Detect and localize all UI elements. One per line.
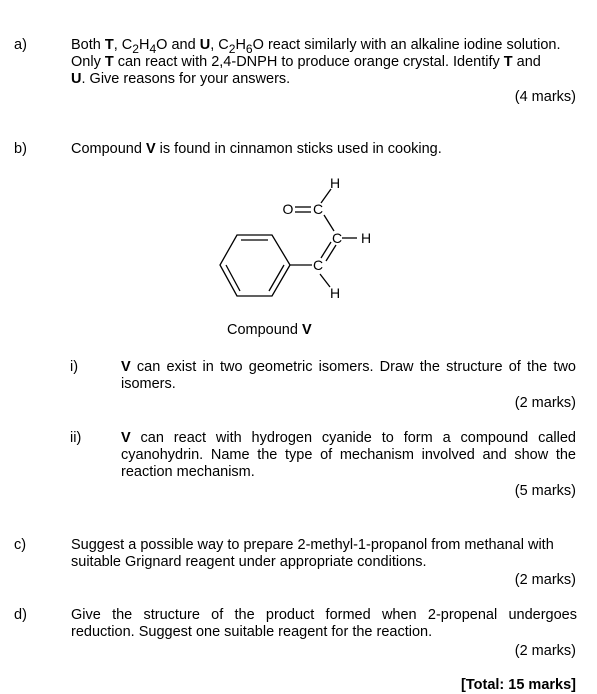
part-ii-text: V can react with hydrogen cyanide to form a compound called cyanohydrin. Name the type of mechanism involved and show the reaction mechanism. (121, 430, 576, 480)
section-a-line-2: Only T can react with 2,4-DNPH to produce orange crystal. Identify T and (71, 54, 541, 70)
total-marks: [Total: 15 marks] (461, 677, 576, 693)
atom-c-mid: C (331, 230, 343, 246)
section-d-marks: (2 marks) (514, 643, 576, 659)
benzene-ring (220, 235, 290, 296)
single-bond (320, 274, 330, 287)
atom-h-top: H (329, 175, 341, 191)
benzene-double-bond (226, 265, 240, 291)
section-c-label: c) (14, 537, 27, 553)
compound-v-caption: Compound V (227, 322, 312, 338)
section-a-line-1: Both T, $C_2H_4O$ and U, $C_2H_6O$ react similarly with an alkaline iodine solution. (71, 37, 561, 56)
part-i-marks: (2 marks) (514, 395, 576, 411)
atom-h-bottom: H (329, 285, 341, 301)
section-a-label: a) (14, 37, 27, 53)
section-d-text: Give the structure of the product formed when 2-propenal undergoes reduction. Suggest one suitable reagent for the reaction. (71, 607, 577, 640)
section-d-label: d) (14, 607, 27, 623)
section-c-marks: (2 marks) (514, 572, 576, 588)
section-c-text: Suggest a possible way to prepare 2-methyl-1-propanol from methanal with suitable Grignard reagent under appropriate conditions. (71, 537, 554, 570)
part-ii-label: ii) (70, 430, 82, 446)
atom-c-top: C (312, 201, 324, 217)
section-a-line-3: U. Give reasons for your answers. (71, 71, 291, 87)
part-i-text: V can exist in two geometric isomers. Draw the structure of the two isomers. (121, 359, 576, 392)
atom-h-right: H (360, 230, 372, 246)
section-b-label: b) (14, 141, 27, 157)
section-b-intro: Compound V is found in cinnamon sticks used in cooking. (71, 141, 442, 157)
part-ii-marks: (5 marks) (514, 483, 576, 499)
single-bond (324, 215, 334, 231)
section-a-marks: (4 marks) (514, 89, 576, 105)
part-i-label: i) (70, 359, 79, 375)
atom-o: O (282, 201, 294, 217)
atom-c-low: C (312, 257, 324, 273)
